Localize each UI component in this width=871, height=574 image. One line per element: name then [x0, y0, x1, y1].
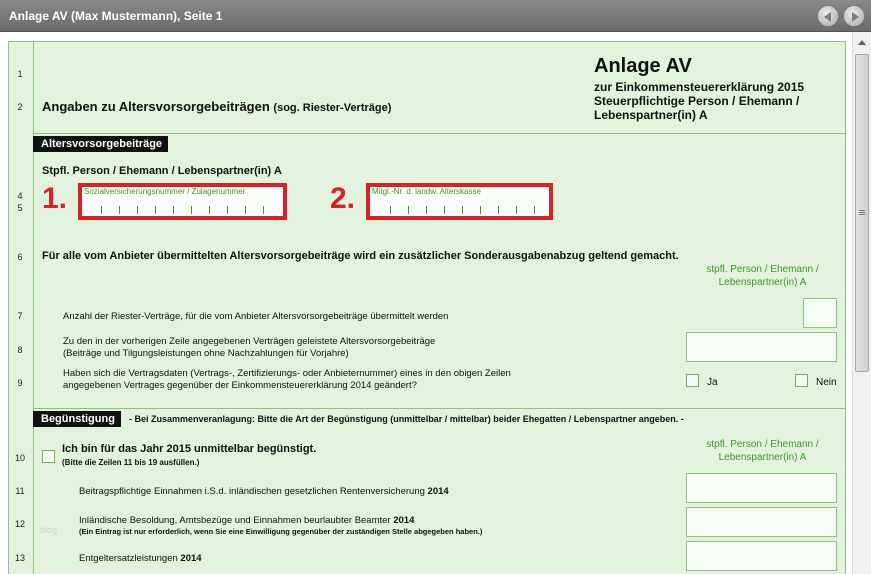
ja-label: Ja	[707, 377, 718, 388]
beitraege-input[interactable]	[686, 332, 837, 362]
column-head-line1: stpfl. Person / Ehemann /	[706, 439, 819, 450]
window-titlebar	[0, 0, 871, 32]
page-heading-main: Angaben zu Altersvorsorgebeiträgen	[42, 99, 270, 114]
line9-subtext: angegebenen Vertrages gegenüber der Einkommensteuererklärung 2014 geändert?	[63, 380, 417, 391]
line6-text: Für alle vom Anbieter übermittelten Altersvorsorgebeiträge wird ein zusätzlicher Sonderausgabenabzug geltend gemacht.	[42, 250, 679, 262]
comb-tick	[498, 206, 499, 214]
svnr-field-label: Sozialversicherungsnummer / Zulagenummer	[84, 187, 246, 196]
line-number: 5	[17, 203, 23, 213]
ja-checkbox[interactable]	[686, 374, 699, 387]
line13-label: Entgeltersatzleistungen	[79, 553, 178, 564]
comb-tick	[209, 206, 210, 214]
line13-year: 2014	[180, 553, 202, 564]
comb-tick	[462, 206, 463, 214]
comb-tick	[137, 206, 138, 214]
line12-text	[79, 515, 414, 526]
person-label: Stpfl. Person / Ehemann / Lebenspartner(in) A	[42, 165, 282, 177]
divider	[33, 133, 846, 134]
section-label-beguenstigung: Begünstigung	[33, 411, 121, 427]
section-label-altersvorsorge: Altersvorsorgebeiträge	[33, 136, 168, 152]
comb-tick	[516, 206, 517, 214]
line-number: 7	[17, 311, 23, 321]
callout-number-1: 1.	[42, 182, 68, 215]
line-number: 12	[14, 519, 25, 529]
rentenversicherung-einnahmen-input[interactable]	[686, 473, 837, 503]
line-number: 10	[14, 453, 25, 463]
line8-text: Zu den in der vorherigen Zeile angegebenen Verträgen geleistete Altersvorsorgebeiträge	[63, 336, 436, 347]
mitgl-nr-field[interactable]	[370, 187, 549, 216]
unmittelbar-checkbox[interactable]	[42, 450, 55, 463]
riester-count-input[interactable]	[803, 298, 837, 328]
line-number: 11	[15, 486, 25, 496]
window-title: Anlage AV (Max Mustermann), Seite 1	[9, 9, 223, 23]
arrow-right-icon[interactable]	[843, 5, 865, 27]
line13-text	[79, 553, 202, 564]
line-number-divider	[33, 41, 34, 574]
comb-tick	[191, 206, 192, 214]
divider	[33, 408, 846, 409]
line-number: 13	[14, 553, 25, 563]
comb-tick	[534, 206, 535, 214]
watermark: blog	[40, 525, 58, 535]
line-number: 9	[17, 378, 23, 388]
nein-label: Nein	[816, 377, 837, 388]
comb-tick	[119, 206, 120, 214]
comb-tick	[408, 206, 409, 214]
comb-tick	[426, 206, 427, 214]
line11-year: 2014	[427, 486, 449, 497]
column-head-line2: Lebenspartner(in) A	[718, 277, 807, 288]
line10-text: Ich bin für das Jahr 2015 unmittelbar begünstigt.	[62, 443, 317, 455]
line-number: 1	[17, 69, 23, 79]
line-number: 4	[17, 191, 23, 201]
mitgl-nr-field-label: Mitgl.-Nr. d. landw. Alterskasse	[372, 187, 481, 196]
line7-text: Anzahl der Riester-Verträge, für die vom Anbieter Altersvorsorgebeiträge übermittelt werden	[63, 311, 449, 322]
line10-subtext: (Bitte die Zeilen 11 bis 19 ausfüllen.)	[62, 458, 200, 467]
line-number: 8	[17, 345, 23, 355]
form-title: Anlage AV	[594, 55, 692, 77]
scroll-up-icon[interactable]	[858, 40, 866, 45]
vertical-scrollbar[interactable]	[852, 32, 871, 574]
form-subtitle: zur Einkommensteuererklärung 2015	[594, 80, 805, 94]
grip-icon	[859, 210, 865, 211]
comb-tick	[227, 206, 228, 214]
line11-text	[79, 486, 449, 497]
form-subtitle: Lebenspartner(in) A	[594, 108, 708, 122]
line11-label: Beitragspflichtige Einnahmen i.S.d. inländischen gesetzlichen Rentenversicherung	[79, 486, 425, 497]
page-heading-suffix: (sog. Riester-Verträge)	[273, 102, 392, 114]
comb-tick	[101, 206, 102, 214]
line-number: 2	[17, 102, 23, 112]
line12-subtext: (Ein Eintrag ist nur erforderlich, wenn Sie eine Einwilligung gegenüber der zuständigen Stelle abgegeben haben.)	[79, 527, 483, 536]
comb-tick	[444, 206, 445, 214]
line12-year: 2014	[393, 515, 415, 526]
comb-tick	[173, 206, 174, 214]
entgeltersatz-input[interactable]	[686, 541, 837, 571]
section2-note: - Bei Zusammenveranlagung: Bitte die Art der Begünstigung (unmittelbar / mittelbar) beider Ehegatten / Lebenspartner angeben. -	[129, 414, 684, 424]
column-head-line1: stpfl. Person / Ehemann /	[706, 264, 819, 275]
comb-tick	[480, 206, 481, 214]
besoldung-input[interactable]	[686, 507, 837, 537]
column-head-line2: Lebenspartner(in) A	[718, 452, 807, 463]
line12-label: Inländische Besoldung, Amtsbezüge und Einnahmen beurlaubter Beamter	[79, 515, 391, 526]
svnr-field[interactable]	[82, 187, 283, 216]
arrow-left-icon[interactable]	[817, 5, 839, 27]
comb-tick	[245, 206, 246, 214]
nein-checkbox[interactable]	[795, 374, 808, 387]
line-number: 6	[17, 252, 23, 262]
line9-text: Haben sich die Vertragsdaten (Vertrags-, Zertifizierungs- oder Anbieternummer) eines in den obigen Zeilen	[63, 368, 511, 379]
callout-number-2: 2.	[330, 182, 356, 215]
scrollbar-thumb[interactable]	[855, 54, 869, 372]
page-heading	[42, 99, 391, 114]
comb-tick	[263, 206, 264, 214]
comb-tick	[155, 206, 156, 214]
comb-tick	[390, 206, 391, 214]
line8-subtext: (Beiträge und Tilgungsleistungen ohne Nachzahlungen für Vorjahre)	[63, 348, 349, 359]
form-subtitle: Steuerpflichtige Person / Ehemann /	[594, 94, 800, 108]
